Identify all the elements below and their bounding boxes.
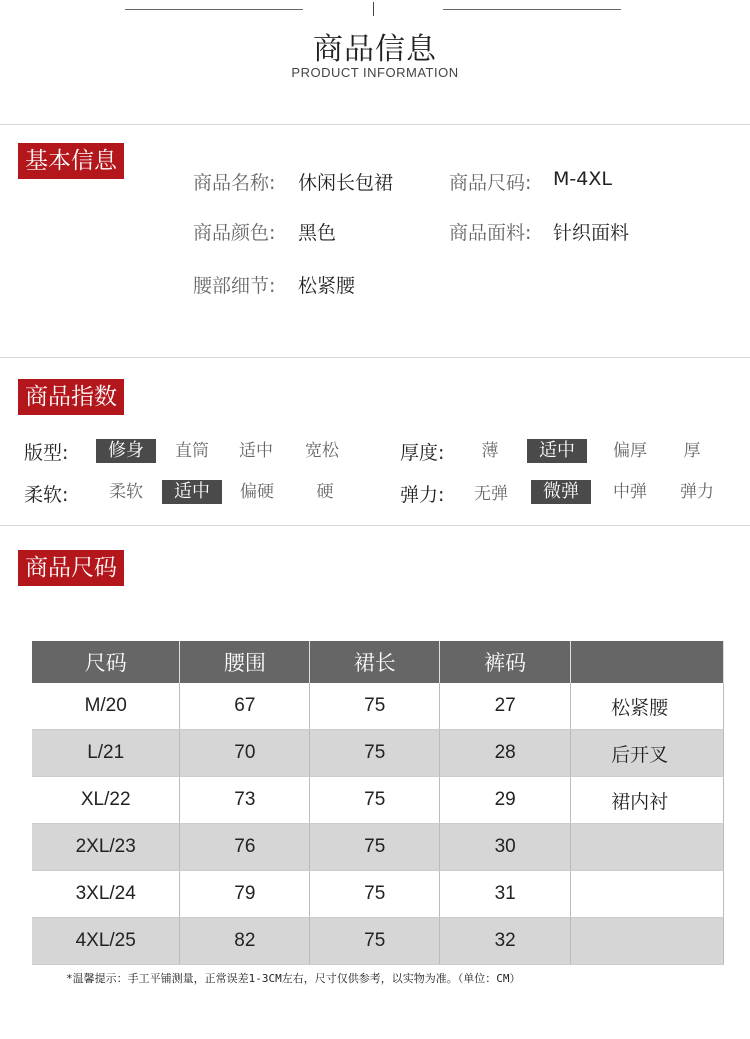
softness-option-medium: 适中 bbox=[162, 480, 222, 504]
product-color-value: 黑色 bbox=[298, 222, 337, 244]
thickness-option-thick: 厚 bbox=[683, 441, 701, 461]
product-name-value: 休闲长包裙 bbox=[298, 172, 394, 194]
header-rule-left bbox=[125, 9, 303, 10]
thickness-option-medium: 适中 bbox=[527, 439, 587, 463]
waist-cell: 76 bbox=[180, 824, 310, 871]
elasticity-option-slight: 微弹 bbox=[531, 480, 591, 504]
length-cell: 75 bbox=[310, 730, 440, 777]
column-header-waist: 腰围 bbox=[180, 641, 310, 683]
length-cell: 75 bbox=[310, 683, 440, 730]
size-cell: 2XL/23 bbox=[32, 824, 180, 871]
waist-detail-value: 松紧腰 bbox=[298, 275, 356, 297]
size-cell: L/21 bbox=[32, 730, 180, 777]
divider bbox=[0, 124, 750, 125]
size-cell: 3XL/24 bbox=[32, 871, 180, 918]
column-header-length: 裙长 bbox=[310, 641, 440, 683]
fit-label: 版型: bbox=[24, 442, 69, 464]
elasticity-label: 弹力: bbox=[400, 484, 445, 506]
table-row bbox=[32, 871, 724, 918]
softness-option-stiff: 硬 bbox=[316, 482, 334, 502]
elasticity-option-none: 无弹 bbox=[474, 484, 508, 504]
pants-size-cell: 30 bbox=[440, 824, 571, 871]
product-name-label: 商品名称: bbox=[193, 172, 276, 194]
note-cell: 松紧腰 bbox=[571, 683, 724, 730]
elasticity-option-medium: 中弹 bbox=[613, 482, 647, 502]
waist-detail-label: 腰部细节: bbox=[193, 275, 276, 297]
product-fabric-label: 商品面料: bbox=[449, 222, 532, 244]
note-cell: 裙内衬 bbox=[571, 777, 724, 824]
product-size-value: M-4XL bbox=[553, 168, 612, 190]
table-row bbox=[32, 683, 724, 730]
thickness-label: 厚度: bbox=[400, 442, 445, 464]
pants-size-cell: 31 bbox=[440, 871, 571, 918]
size-cell: M/20 bbox=[32, 683, 180, 730]
pants-size-cell: 29 bbox=[440, 777, 571, 824]
softness-option-soft: 柔软 bbox=[109, 482, 143, 502]
basic-info-heading: 基本信息 bbox=[18, 143, 124, 179]
note-cell bbox=[571, 824, 724, 871]
waist-cell: 79 bbox=[180, 871, 310, 918]
product-size-label: 商品尺码: bbox=[449, 172, 532, 194]
length-cell: 75 bbox=[310, 777, 440, 824]
thickness-option-thicker: 偏厚 bbox=[613, 441, 647, 461]
column-header-size: 尺码 bbox=[32, 641, 180, 683]
measurement-footnote: *温馨提示：手工平铺测量，正常误差1-3CM左右，尺寸仅供参考，以实物为准。（单位：CM） bbox=[66, 972, 521, 985]
size-cell: XL/22 bbox=[32, 777, 180, 824]
waist-cell: 70 bbox=[180, 730, 310, 777]
fit-option-regular: 适中 bbox=[239, 441, 273, 461]
table-row bbox=[32, 730, 724, 777]
size-cell: 4XL/25 bbox=[32, 918, 180, 965]
page-subtitle: PRODUCT INFORMATION bbox=[291, 65, 459, 80]
table-row bbox=[32, 918, 724, 965]
elasticity-option-high: 弹力 bbox=[680, 482, 714, 502]
divider bbox=[0, 525, 750, 526]
fit-option-slim: 修身 bbox=[96, 439, 156, 463]
header-rule-right bbox=[443, 9, 621, 10]
divider bbox=[0, 357, 750, 358]
note-cell bbox=[571, 871, 724, 918]
note-cell: 后开叉 bbox=[571, 730, 724, 777]
fit-option-straight: 直筒 bbox=[175, 441, 209, 461]
size-table-header bbox=[32, 641, 724, 683]
header-tick bbox=[373, 2, 374, 16]
column-header-pants-size: 裤码 bbox=[440, 641, 571, 683]
waist-cell: 67 bbox=[180, 683, 310, 730]
length-cell: 75 bbox=[310, 918, 440, 965]
note-cell bbox=[571, 918, 724, 965]
length-cell: 75 bbox=[310, 824, 440, 871]
column-header-notes bbox=[571, 641, 724, 683]
thickness-option-thin: 薄 bbox=[481, 441, 499, 461]
fit-option-loose: 宽松 bbox=[305, 441, 339, 461]
pants-size-cell: 32 bbox=[440, 918, 571, 965]
size-heading: 商品尺码 bbox=[18, 550, 124, 586]
table-row bbox=[32, 777, 724, 824]
softness-option-stiffer: 偏硬 bbox=[240, 482, 274, 502]
length-cell: 75 bbox=[310, 871, 440, 918]
product-index-heading: 商品指数 bbox=[18, 379, 124, 415]
waist-cell: 73 bbox=[180, 777, 310, 824]
product-fabric-value: 针织面料 bbox=[553, 222, 630, 244]
page-title: 商品信息 bbox=[313, 32, 437, 67]
size-table bbox=[32, 641, 724, 965]
waist-cell: 82 bbox=[180, 918, 310, 965]
pants-size-cell: 28 bbox=[440, 730, 571, 777]
softness-label: 柔软: bbox=[24, 484, 69, 506]
table-row bbox=[32, 824, 724, 871]
pants-size-cell: 27 bbox=[440, 683, 571, 730]
product-color-label: 商品颜色: bbox=[193, 222, 276, 244]
